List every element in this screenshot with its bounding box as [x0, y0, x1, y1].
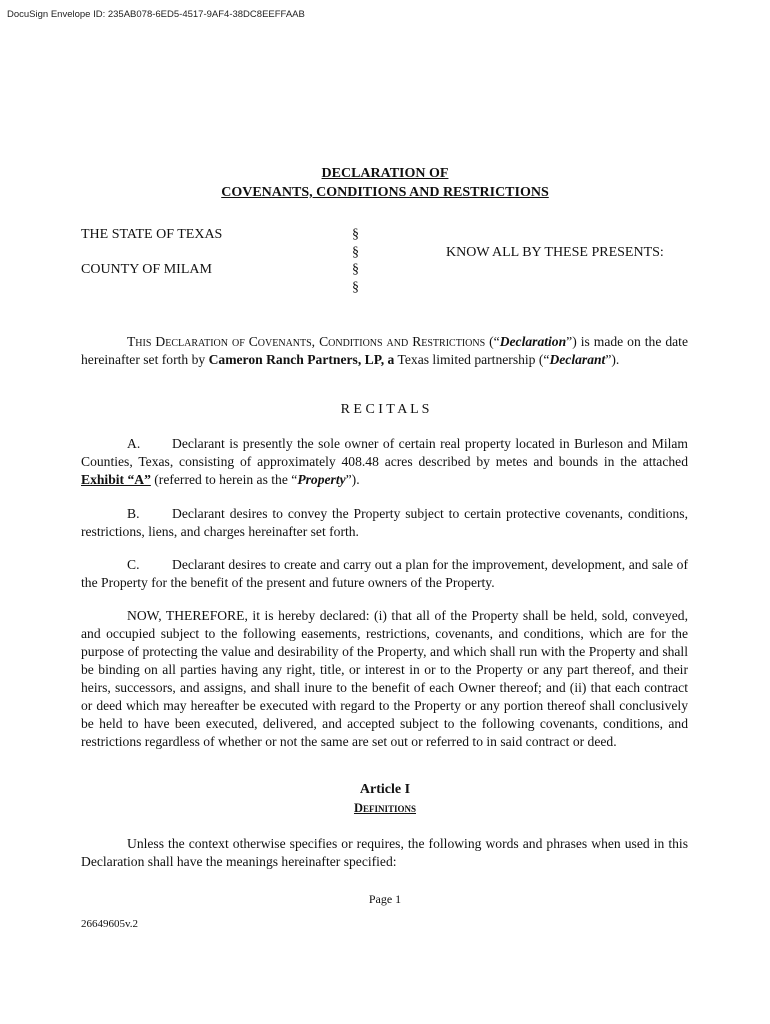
recital-text: ”).	[345, 472, 360, 487]
recital-label: B.	[127, 506, 140, 521]
property-term: Property	[297, 472, 346, 487]
article-title-text: Definitions	[353, 801, 417, 815]
recital-text: Declarant desires to convey the Property subject to certain protective covenants, conditions, restrictions, liens, and charges hereinafter set forth.	[81, 506, 688, 539]
recital-c	[81, 556, 688, 592]
page-number: Page 1	[368, 892, 402, 906]
intro-paragraph	[81, 333, 688, 369]
envelope-id: DocuSign Envelope ID: 235AB078-6ED5-4517-9AF4-38DC8EEFFAAB	[7, 9, 305, 20]
recital-a	[81, 435, 688, 489]
recital-text: (referred to herein as the “	[150, 472, 298, 487]
section-symbol: §	[352, 245, 359, 260]
title-line-1: DECLARATION OF	[321, 166, 449, 181]
caption-state: THE STATE OF TEXAS	[81, 227, 223, 242]
section-symbol: §	[352, 227, 359, 242]
intro-text: ”).	[605, 352, 620, 367]
definitions-intro-text: Unless the context otherwise specifies or requires, the following words and phrases when used in this Declaration shall have the meanings hereinafter specified:	[81, 836, 688, 869]
recital-label: A.	[127, 436, 141, 451]
intro-text: ”) is made on the date hereinafter set forth by	[81, 334, 688, 367]
declarant-name: Cameron Ranch Partners, LP, a	[208, 352, 395, 367]
title-line-2: COVENANTS, CONDITIONS AND RESTRICTIONS	[221, 185, 549, 200]
article-number: Article I	[359, 782, 411, 797]
document-id: 26649605v.2	[81, 918, 139, 930]
intro-text: Texas limited partnership (“	[394, 352, 550, 367]
definitions-intro	[81, 835, 688, 871]
section-symbol: §	[352, 262, 359, 277]
now-therefore-paragraph	[81, 607, 688, 751]
declarant-term: Declarant	[549, 352, 606, 367]
recital-text: Declarant is presently the sole owner of certain real property located in Burleson and Milam Counties, Texas, consisting of approximately 408.48 acres described by metes and bounds in the attached	[81, 436, 688, 469]
intro-text: (“	[485, 334, 500, 349]
exhibit-a-reference: Exhibit “A”	[81, 472, 151, 487]
declaration-term: Declaration	[499, 334, 567, 349]
intro-smallcaps: This Declaration of Covenants, Conditions and Restrictions	[127, 334, 486, 349]
section-symbol: §	[352, 280, 359, 295]
know-all-presents: KNOW ALL BY THESE PRESENTS:	[446, 245, 664, 260]
recitals-heading: R E C I T A L S	[340, 402, 430, 417]
now-therefore-text: NOW, THEREFORE, it is hereby declared: (i) that all of the Property shall be held, sold, conveyed, and occupied subject to the following easements, restrictions, covenants, and conditions, which are for the purpose of protecting the value and desirability of the Property, and which shall run with the Property and shall be binding on all parties having any right, title, or interest in or to the Property or any part thereof, and their heirs, successors, and assigns, and shall inure to the benefit of each Owner thereof; and (ii) that each contract or deed which may hereafter be executed with regard to the Property or any portion thereof shall conclusively be held to have been executed, delivered, and accepted subject to the following covenants, conditions, and restrictions regardless of whether or not the same are set out or referred to in said contract or deed.	[81, 608, 688, 749]
caption-county: COUNTY OF MILAM	[81, 262, 212, 277]
recital-b	[81, 505, 688, 541]
recital-label: C.	[127, 557, 140, 572]
recital-text: Declarant desires to create and carry out a plan for the improvement, development, and sale of the Property for the benefit of the present and future owners of the Property.	[81, 557, 688, 590]
article-title	[0, 801, 770, 816]
